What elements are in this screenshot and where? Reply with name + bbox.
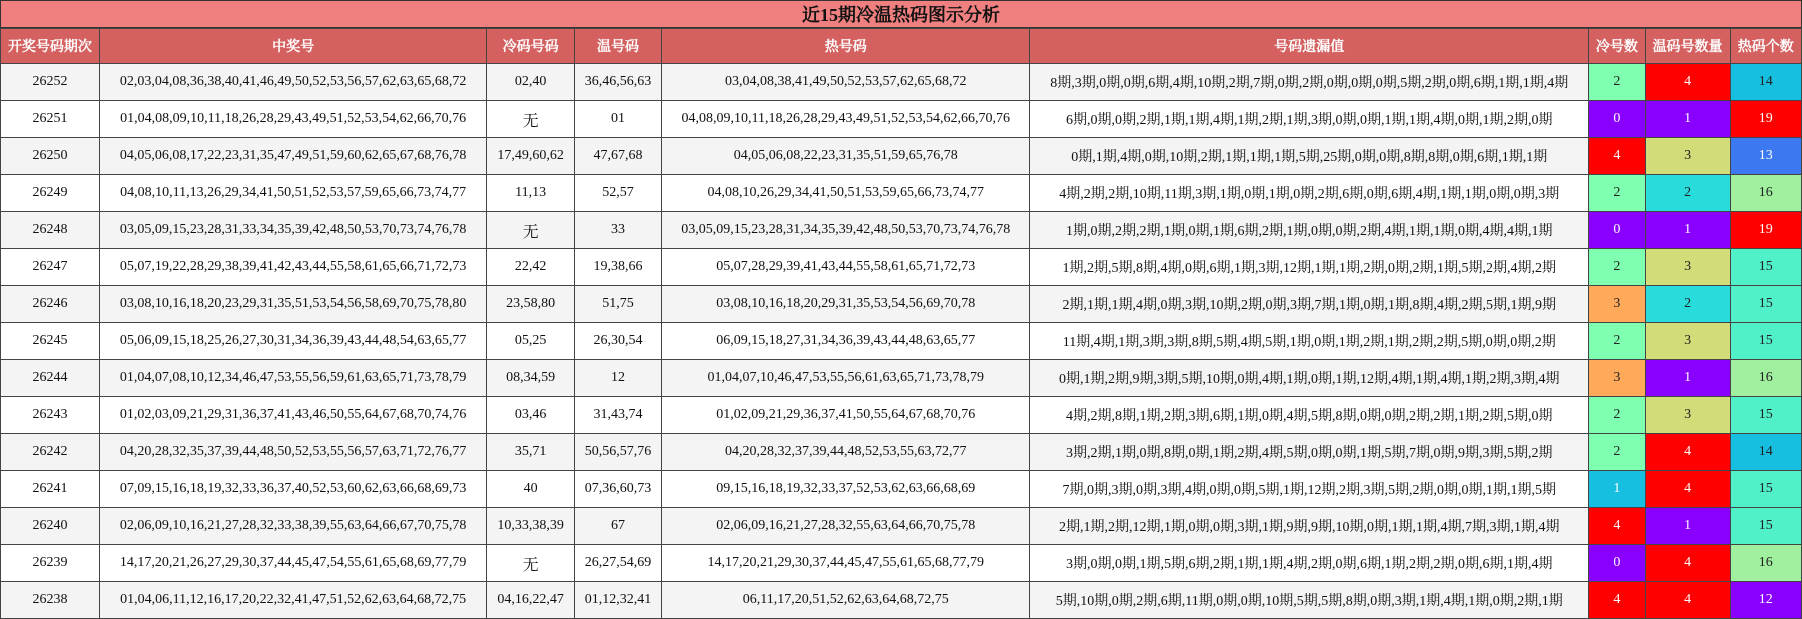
cell-hot-numbers: 02,06,09,16,21,27,28,32,55,63,64,66,70,75,78 <box>662 508 1030 545</box>
cell-cold-count: 3 <box>1589 360 1645 397</box>
cell-hot-count: 12 <box>1730 582 1801 619</box>
cell-cold-numbers: 05,25 <box>487 323 574 360</box>
cell-hot-count: 16 <box>1730 545 1801 582</box>
table-row <box>1 471 1802 508</box>
cell-hot-numbers: 04,20,28,32,37,39,44,48,52,53,55,63,72,77 <box>662 434 1030 471</box>
cell-cold-count: 4 <box>1589 508 1645 545</box>
cell-winning-numbers: 05,07,19,22,28,29,38,39,41,42,43,44,55,58,61,65,66,71,72,73 <box>99 249 487 286</box>
cell-hot-numbers: 04,05,06,08,22,23,31,35,51,59,65,76,78 <box>662 138 1030 175</box>
cell-cold-numbers: 无 <box>487 212 574 249</box>
cell-missing-values: 7期,0期,3期,0期,3期,4期,0期,0期,5期,1期,12期,2期,3期,5期,2期,0期,0期,1期,1期,5期 <box>1030 471 1589 508</box>
cell-missing-values: 5期,10期,0期,2期,6期,11期,0期,0期,10期,5期,5期,8期,0期,3期,1期,4期,1期,0期,2期,1期 <box>1030 582 1589 619</box>
cell-hot-count: 19 <box>1730 212 1801 249</box>
cell-cold-count: 3 <box>1589 286 1645 323</box>
cell-cold-numbers: 03,46 <box>487 397 574 434</box>
cell-hot-numbers: 03,04,08,38,41,49,50,52,53,57,62,65,68,72 <box>662 64 1030 101</box>
table-row <box>1 249 1802 286</box>
cell-cold-numbers: 08,34,59 <box>487 360 574 397</box>
cell-hot-numbers: 09,15,16,18,19,32,33,37,52,53,62,63,66,68,69 <box>662 471 1030 508</box>
cell-winning-numbers: 04,05,06,08,17,22,23,31,35,47,49,51,59,60,62,65,67,68,76,78 <box>99 138 487 175</box>
cell-warm-numbers: 47,67,68 <box>574 138 661 175</box>
table-row <box>1 545 1802 582</box>
cell-cold-count: 2 <box>1589 175 1645 212</box>
cell-period: 26241 <box>1 471 100 508</box>
cell-hot-numbers: 06,09,15,18,27,31,34,36,39,43,44,48,63,65,77 <box>662 323 1030 360</box>
cell-period: 26251 <box>1 101 100 138</box>
cell-period: 26247 <box>1 249 100 286</box>
cell-hot-numbers: 06,11,17,20,51,52,62,63,64,68,72,75 <box>662 582 1030 619</box>
header-hot-numbers: 热号码 <box>662 29 1030 64</box>
header-missing-values: 号码遗漏值 <box>1030 29 1589 64</box>
cell-cold-numbers: 40 <box>487 471 574 508</box>
cell-period: 26252 <box>1 64 100 101</box>
cell-hot-numbers: 05,07,28,29,39,41,43,44,55,58,61,65,71,72,73 <box>662 249 1030 286</box>
table-title: 近15期冷温热码图示分析 <box>0 0 1802 28</box>
cell-hot-count: 15 <box>1730 471 1801 508</box>
cell-cold-count: 2 <box>1589 64 1645 101</box>
cell-cold-count: 1 <box>1589 471 1645 508</box>
header-winning-numbers: 中奖号 <box>99 29 487 64</box>
cell-winning-numbers: 01,04,07,08,10,12,34,46,47,53,55,56,59,61,63,65,71,73,78,79 <box>99 360 487 397</box>
cell-missing-values: 2期,1期,1期,4期,0期,3期,10期,2期,0期,3期,7期,1期,0期,1期,8期,4期,2期,5期,1期,9期 <box>1030 286 1589 323</box>
cell-warm-count: 1 <box>1645 360 1730 397</box>
cell-hot-numbers: 14,17,20,21,29,30,37,44,45,47,55,61,65,68,77,79 <box>662 545 1030 582</box>
cell-hot-count: 15 <box>1730 397 1801 434</box>
cell-cold-numbers: 10,33,38,39 <box>487 508 574 545</box>
cell-hot-count: 15 <box>1730 508 1801 545</box>
cell-cold-count: 2 <box>1589 323 1645 360</box>
cell-warm-numbers: 26,30,54 <box>574 323 661 360</box>
cell-winning-numbers: 02,06,09,10,16,21,27,28,32,33,38,39,55,63,64,66,67,70,75,78 <box>99 508 487 545</box>
cell-hot-numbers: 01,04,07,10,46,47,53,55,56,61,63,65,71,73,78,79 <box>662 360 1030 397</box>
cell-winning-numbers: 01,02,03,09,21,29,31,36,37,41,43,46,50,55,64,67,68,70,74,76 <box>99 397 487 434</box>
table-row <box>1 434 1802 471</box>
cell-cold-count: 0 <box>1589 101 1645 138</box>
cell-hot-numbers: 04,08,09,10,11,18,26,28,29,43,49,51,52,53,54,62,66,70,76 <box>662 101 1030 138</box>
cell-warm-count: 4 <box>1645 434 1730 471</box>
cell-winning-numbers: 14,17,20,21,26,27,29,30,37,44,45,47,54,55,61,65,68,69,77,79 <box>99 545 487 582</box>
cell-period: 26243 <box>1 397 100 434</box>
cell-winning-numbers: 04,08,10,11,13,26,29,34,41,50,51,52,53,57,59,65,66,73,74,77 <box>99 175 487 212</box>
hot-cold-table <box>0 28 1802 619</box>
cell-period: 26248 <box>1 212 100 249</box>
cell-warm-count: 4 <box>1645 545 1730 582</box>
cell-warm-numbers: 33 <box>574 212 661 249</box>
cell-cold-numbers: 02,40 <box>487 64 574 101</box>
cell-warm-numbers: 26,27,54,69 <box>574 545 661 582</box>
cell-warm-numbers: 19,38,66 <box>574 249 661 286</box>
cell-missing-values: 6期,0期,0期,2期,1期,1期,4期,1期,2期,1期,3期,0期,0期,1期,1期,4期,0期,1期,2期,0期 <box>1030 101 1589 138</box>
cell-warm-count: 1 <box>1645 212 1730 249</box>
cell-missing-values: 8期,3期,0期,0期,6期,4期,10期,2期,7期,0期,2期,0期,0期,0期,5期,2期,0期,6期,1期,1期,4期 <box>1030 64 1589 101</box>
cell-hot-count: 14 <box>1730 434 1801 471</box>
header-period: 开奖号码期次 <box>1 29 100 64</box>
table-row <box>1 212 1802 249</box>
cell-warm-numbers: 67 <box>574 508 661 545</box>
table-row <box>1 397 1802 434</box>
cell-warm-count: 4 <box>1645 64 1730 101</box>
cell-cold-numbers: 11,13 <box>487 175 574 212</box>
cell-warm-numbers: 01,12,32,41 <box>574 582 661 619</box>
table-row <box>1 582 1802 619</box>
cell-period: 26239 <box>1 545 100 582</box>
cell-warm-numbers: 31,43,74 <box>574 397 661 434</box>
table-row <box>1 360 1802 397</box>
cell-missing-values: 3期,2期,1期,0期,8期,0期,1期,2期,4期,5期,0期,0期,1期,5期,7期,0期,9期,3期,5期,2期 <box>1030 434 1589 471</box>
cell-cold-count: 4 <box>1589 582 1645 619</box>
cell-winning-numbers: 03,08,10,16,18,20,23,29,31,35,51,53,54,56,58,69,70,75,78,80 <box>99 286 487 323</box>
cell-cold-numbers: 17,49,60,62 <box>487 138 574 175</box>
cell-winning-numbers: 07,09,15,16,18,19,32,33,36,37,40,52,53,60,62,63,66,68,69,73 <box>99 471 487 508</box>
cell-cold-count: 0 <box>1589 545 1645 582</box>
table-row <box>1 64 1802 101</box>
cell-warm-count: 3 <box>1645 138 1730 175</box>
header-warm-count: 温码号数量 <box>1645 29 1730 64</box>
table-row <box>1 323 1802 360</box>
header-cold-numbers: 冷码号码 <box>487 29 574 64</box>
cell-winning-numbers: 03,05,09,15,23,28,31,33,34,35,39,42,48,50,53,70,73,74,76,78 <box>99 212 487 249</box>
cell-hot-count: 16 <box>1730 360 1801 397</box>
cell-warm-numbers: 01 <box>574 101 661 138</box>
cell-period: 26249 <box>1 175 100 212</box>
cell-warm-count: 4 <box>1645 582 1730 619</box>
cell-period: 26238 <box>1 582 100 619</box>
cell-period: 26242 <box>1 434 100 471</box>
table-row <box>1 508 1802 545</box>
table-row <box>1 101 1802 138</box>
table-row <box>1 138 1802 175</box>
cell-cold-numbers: 04,16,22,47 <box>487 582 574 619</box>
cell-missing-values: 1期,2期,5期,8期,4期,0期,6期,1期,3期,12期,1期,1期,2期,0期,2期,1期,5期,2期,4期,2期 <box>1030 249 1589 286</box>
cell-missing-values: 0期,1期,2期,9期,3期,5期,10期,0期,4期,1期,0期,1期,12期,4期,1期,4期,1期,2期,3期,4期 <box>1030 360 1589 397</box>
cell-period: 26250 <box>1 138 100 175</box>
table-row <box>1 286 1802 323</box>
cell-hot-count: 13 <box>1730 138 1801 175</box>
cell-warm-numbers: 51,75 <box>574 286 661 323</box>
cell-missing-values: 0期,1期,4期,0期,10期,2期,1期,1期,1期,5期,25期,0期,0期,8期,8期,0期,6期,1期,1期 <box>1030 138 1589 175</box>
cell-cold-numbers: 23,58,80 <box>487 286 574 323</box>
cell-warm-numbers: 12 <box>574 360 661 397</box>
cell-warm-count: 2 <box>1645 175 1730 212</box>
header-row <box>1 29 1802 64</box>
cell-warm-count: 2 <box>1645 286 1730 323</box>
cell-period: 26245 <box>1 323 100 360</box>
cell-winning-numbers: 05,06,09,15,18,25,26,27,30,31,34,36,39,43,44,48,54,63,65,77 <box>99 323 487 360</box>
cell-warm-numbers: 07,36,60,73 <box>574 471 661 508</box>
cell-hot-count: 15 <box>1730 286 1801 323</box>
cell-warm-count: 1 <box>1645 508 1730 545</box>
cell-hot-numbers: 03,05,09,15,23,28,31,34,35,39,42,48,50,53,70,73,74,76,78 <box>662 212 1030 249</box>
cell-period: 26240 <box>1 508 100 545</box>
cell-cold-numbers: 无 <box>487 545 574 582</box>
cell-period: 26246 <box>1 286 100 323</box>
cell-cold-numbers: 无 <box>487 101 574 138</box>
header-hot-count: 热码个数 <box>1730 29 1801 64</box>
cell-warm-count: 3 <box>1645 397 1730 434</box>
cell-cold-numbers: 35,71 <box>487 434 574 471</box>
cell-hot-numbers: 03,08,10,16,18,20,29,31,35,53,54,56,69,70,78 <box>662 286 1030 323</box>
cell-cold-count: 0 <box>1589 212 1645 249</box>
cell-missing-values: 3期,0期,0期,1期,5期,6期,2期,1期,1期,4期,2期,0期,6期,1期,2期,2期,0期,6期,1期,4期 <box>1030 545 1589 582</box>
header-cold-count: 冷号数 <box>1589 29 1645 64</box>
cell-missing-values: 4期,2期,2期,10期,11期,3期,1期,0期,1期,0期,2期,6期,0期,6期,4期,1期,1期,0期,0期,3期 <box>1030 175 1589 212</box>
table-row <box>1 175 1802 212</box>
cell-missing-values: 4期,2期,8期,1期,2期,3期,6期,1期,0期,4期,5期,8期,0期,0期,2期,2期,1期,2期,5期,0期 <box>1030 397 1589 434</box>
cell-missing-values: 11期,4期,1期,3期,3期,8期,5期,4期,5期,1期,0期,1期,2期,1期,2期,2期,5期,0期,0期,2期 <box>1030 323 1589 360</box>
cell-period: 26244 <box>1 360 100 397</box>
cell-cold-count: 2 <box>1589 249 1645 286</box>
cell-hot-numbers: 01,02,09,21,29,36,37,41,50,55,64,67,68,70,76 <box>662 397 1030 434</box>
cell-winning-numbers: 04,20,28,32,35,37,39,44,48,50,52,53,55,56,57,63,71,72,76,77 <box>99 434 487 471</box>
cell-warm-count: 4 <box>1645 471 1730 508</box>
cell-winning-numbers: 02,03,04,08,36,38,40,41,46,49,50,52,53,56,57,62,63,65,68,72 <box>99 64 487 101</box>
cell-hot-numbers: 04,08,10,26,29,34,41,50,51,53,59,65,66,73,74,77 <box>662 175 1030 212</box>
cell-cold-count: 2 <box>1589 397 1645 434</box>
cell-hot-count: 16 <box>1730 175 1801 212</box>
cell-warm-numbers: 50,56,57,76 <box>574 434 661 471</box>
header-warm-numbers: 温号码 <box>574 29 661 64</box>
cell-missing-values: 1期,0期,2期,2期,1期,0期,1期,6期,2期,1期,0期,0期,2期,4期,1期,1期,0期,4期,4期,1期 <box>1030 212 1589 249</box>
cell-hot-count: 15 <box>1730 323 1801 360</box>
cell-cold-numbers: 22,42 <box>487 249 574 286</box>
cell-winning-numbers: 01,04,08,09,10,11,18,26,28,29,43,49,51,52,53,54,62,66,70,76 <box>99 101 487 138</box>
cell-hot-count: 19 <box>1730 101 1801 138</box>
table-body <box>1 64 1802 619</box>
cell-warm-numbers: 36,46,56,63 <box>574 64 661 101</box>
cell-warm-numbers: 52,57 <box>574 175 661 212</box>
cell-warm-count: 3 <box>1645 249 1730 286</box>
cell-warm-count: 3 <box>1645 323 1730 360</box>
cell-hot-count: 15 <box>1730 249 1801 286</box>
cell-warm-count: 1 <box>1645 101 1730 138</box>
cell-cold-count: 2 <box>1589 434 1645 471</box>
cell-winning-numbers: 01,04,06,11,12,16,17,20,22,32,41,47,51,52,62,63,64,68,72,75 <box>99 582 487 619</box>
cell-cold-count: 4 <box>1589 138 1645 175</box>
cell-hot-count: 14 <box>1730 64 1801 101</box>
cell-missing-values: 2期,1期,2期,12期,1期,0期,0期,3期,1期,9期,9期,10期,0期,1期,1期,4期,7期,3期,1期,4期 <box>1030 508 1589 545</box>
